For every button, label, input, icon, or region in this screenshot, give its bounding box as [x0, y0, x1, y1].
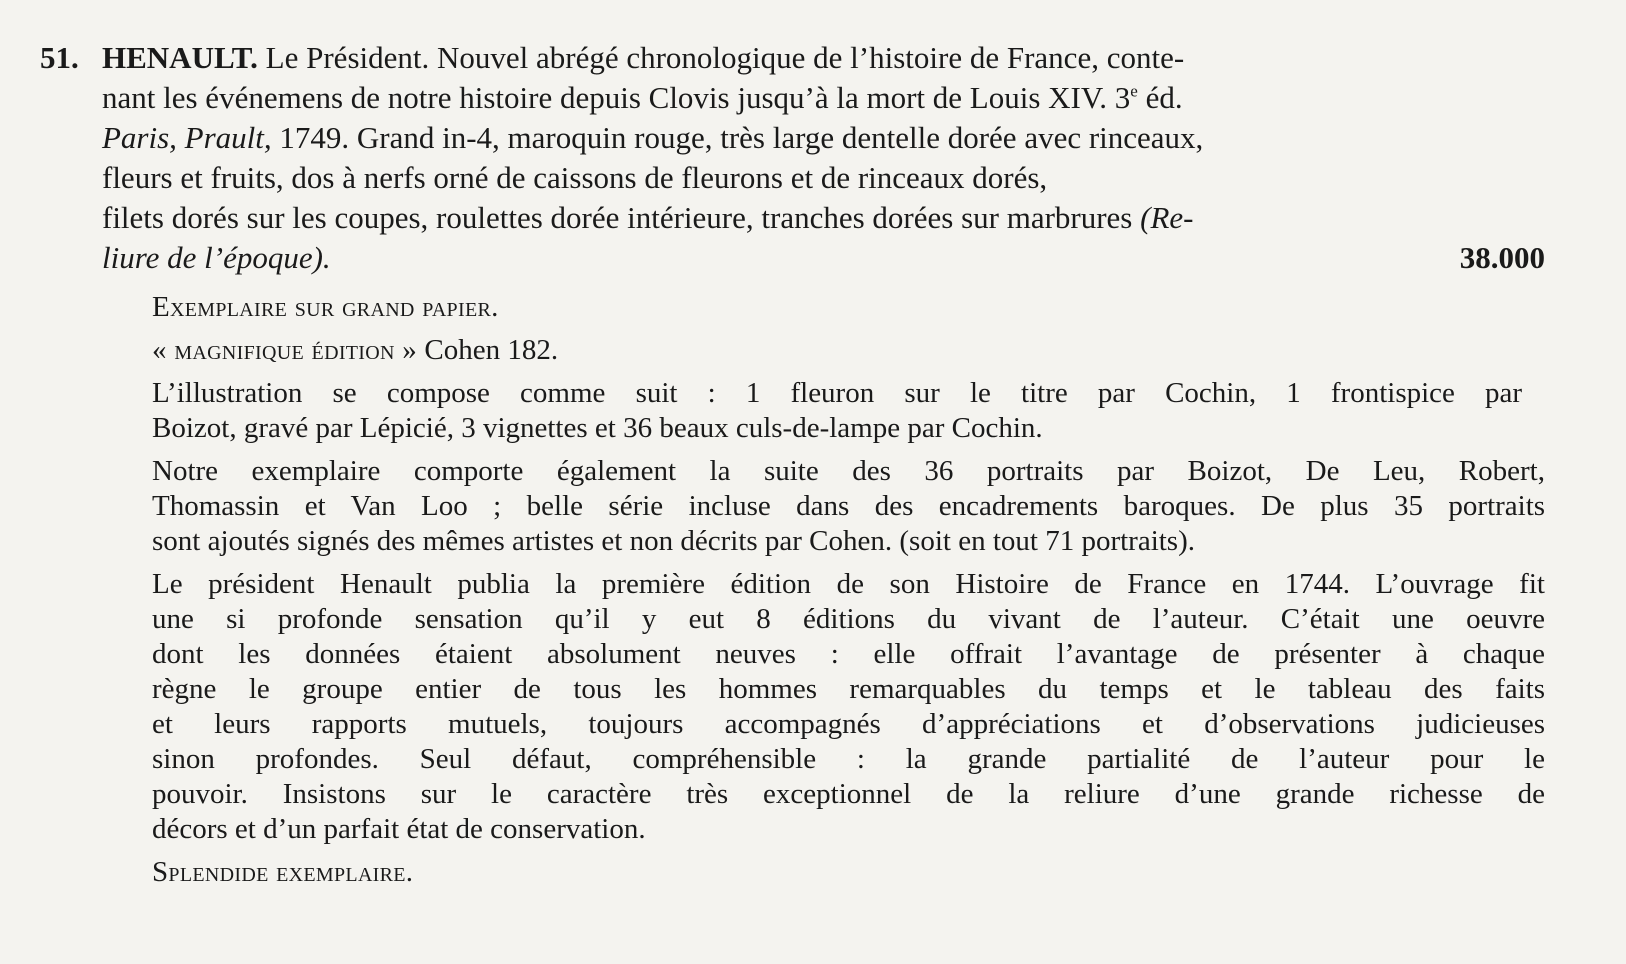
binding-line-5: filets dorés sur les coupes, roulettes dorée intérieure, tranches dorées sur marbrures [102, 200, 1141, 235]
entry-line-4 [102, 158, 1545, 198]
author-name: HENAULT. [102, 40, 258, 75]
title-line-2: nant les événemens de notre histoire depuis Clovis jusqu’à la mort de Louis XIV. 3 [102, 80, 1131, 115]
history-line: sinon profondes. Seul défaut, compréhensible : la grande partialité de l’auteur pour le [152, 743, 1545, 775]
imprint: Paris, Prault, [102, 120, 272, 155]
entry-line-2 [102, 78, 1545, 118]
history-line: une si profonde sensation qu’il y eut 8 éditions du vivant de l’auteur. C’était une oeuvre [152, 603, 1545, 635]
magnifique-note [152, 333, 1545, 368]
history-line: dont les données étaient absolument neuves : elle offrait l’avantage de présenter à chaque [152, 638, 1546, 670]
price: 38.000 [1459, 240, 1545, 275]
lot-number: 51. [40, 40, 79, 75]
title-line-1: Le Président. Nouvel abrégé chronologique de l’histoire de France, conte- [265, 40, 1185, 75]
closing-note: Splendide exemplaire. [152, 856, 414, 888]
portraits-line: sont ajoutés signés des mêmes artistes et non décrits par Cohen. (soit en tout 71 portraits). [152, 525, 1195, 557]
history-line: décors et d’un parfait état de conservation. [152, 813, 646, 845]
illustration-line: L’illustration se compose comme suit : 1 fleuron sur le titre par Cochin, 1 frontispice par [152, 377, 1523, 409]
lot-description [102, 38, 1545, 278]
entry-line-3 [102, 118, 1545, 158]
history-line: Le président Henault publia la première édition de son Histoire de France en 1744. L’ouvrage fit [152, 568, 1545, 600]
lot-notes [152, 290, 1545, 898]
edition-superscript: e [1130, 81, 1138, 101]
binding-period-start: (Re- [1140, 200, 1194, 235]
entry-line-1 [102, 38, 1545, 78]
portraits-line: Notre exemplaire comporte également la suite des 36 portraits par Boizot, De Leu, Robert, [152, 455, 1545, 487]
lot-entry [40, 38, 1545, 278]
edition-suffix: éd. [1137, 80, 1183, 115]
entry-line-5 [102, 198, 1545, 238]
history-note [152, 567, 1545, 847]
magnifique-quote: « magnifique édition » [152, 334, 418, 366]
binding-period-end: liure de l’époque). [102, 240, 331, 275]
history-line: pouvoir. Insistons sur le caractère très exceptionnel de la reliure d’une grande richesse de [152, 778, 1545, 810]
entry-line-6 [102, 238, 1545, 278]
cohen-reference: Cohen 182. [417, 334, 559, 366]
portraits-note [152, 454, 1545, 559]
portraits-line: Thomassin et Van Loo ; belle série incluse dans des encadrements baroques. De plus 35 portraits [152, 490, 1546, 522]
illustration-line: Boizot, gravé par Lépicié, 3 vignettes et 36 beaux culs-de-lampe par Cochin. [152, 412, 1043, 444]
history-line: règne le groupe entier de tous les hommes remarquables du temps et le tableau des faits [152, 673, 1546, 705]
format-binding: 1749. Grand in-4, maroquin rouge, très large dentelle dorée avec rinceaux, [271, 120, 1204, 155]
illustration-note [152, 376, 1545, 446]
copy-note: Exemplaire sur grand papier. [152, 291, 499, 323]
history-line: et leurs rapports mutuels, toujours accompagnés d’appréciations et d’observations judicieuses [152, 708, 1546, 740]
binding-line-4: fleurs et fruits, dos à nerfs orné de caissons de fleurons et de rinceaux dorés, [102, 160, 1048, 195]
